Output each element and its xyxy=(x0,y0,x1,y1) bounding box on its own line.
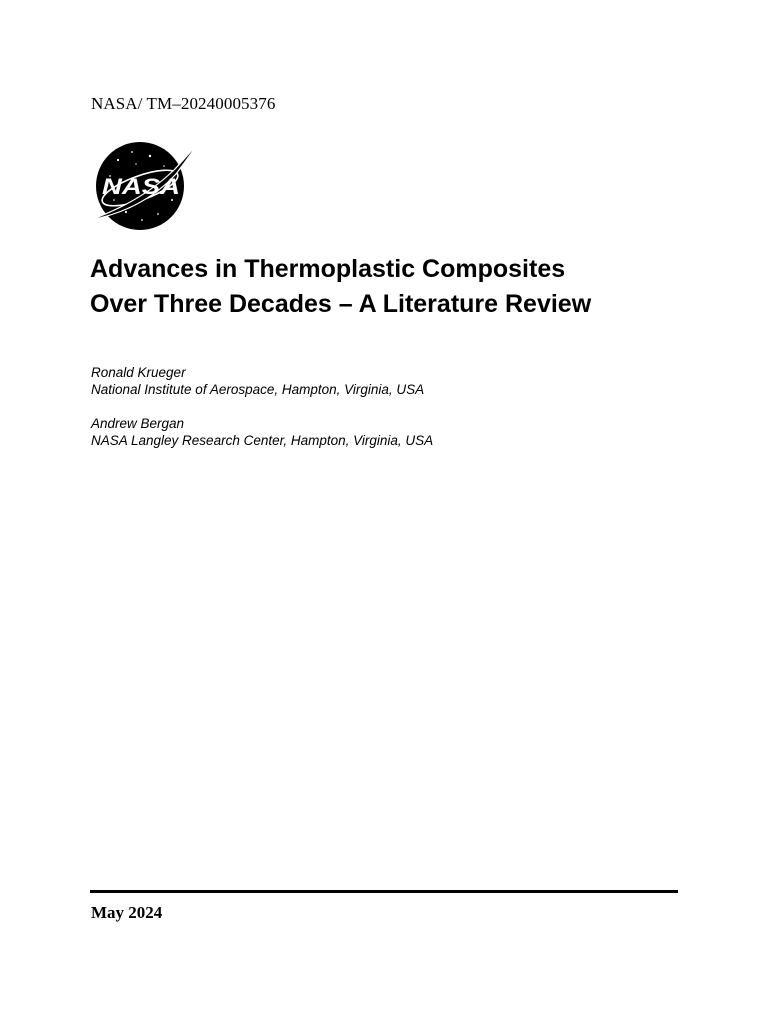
title-line-2: Over Three Decades – A Literature Review xyxy=(90,290,592,318)
author-block xyxy=(91,364,424,398)
document-title xyxy=(90,252,730,322)
author-name: Andrew Bergan xyxy=(91,416,185,431)
author-affiliation: NASA Langley Research Center, Hampton, Virginia, USA xyxy=(91,433,434,448)
title-line-1: Advances in Thermoplastic Composites xyxy=(90,255,566,283)
nasa-insignia-icon xyxy=(88,140,202,236)
nasa-wordmark: NASA xyxy=(102,174,180,199)
report-number: NASA/ TM–20240005376 xyxy=(91,94,276,113)
author-block xyxy=(91,415,433,449)
author-affiliation: National Institute of Aerospace, Hampton, Virginia, USA xyxy=(91,382,425,397)
author-name: Ronald Krueger xyxy=(91,365,186,380)
footer-divider xyxy=(90,890,678,893)
publication-date: May 2024 xyxy=(91,903,163,922)
